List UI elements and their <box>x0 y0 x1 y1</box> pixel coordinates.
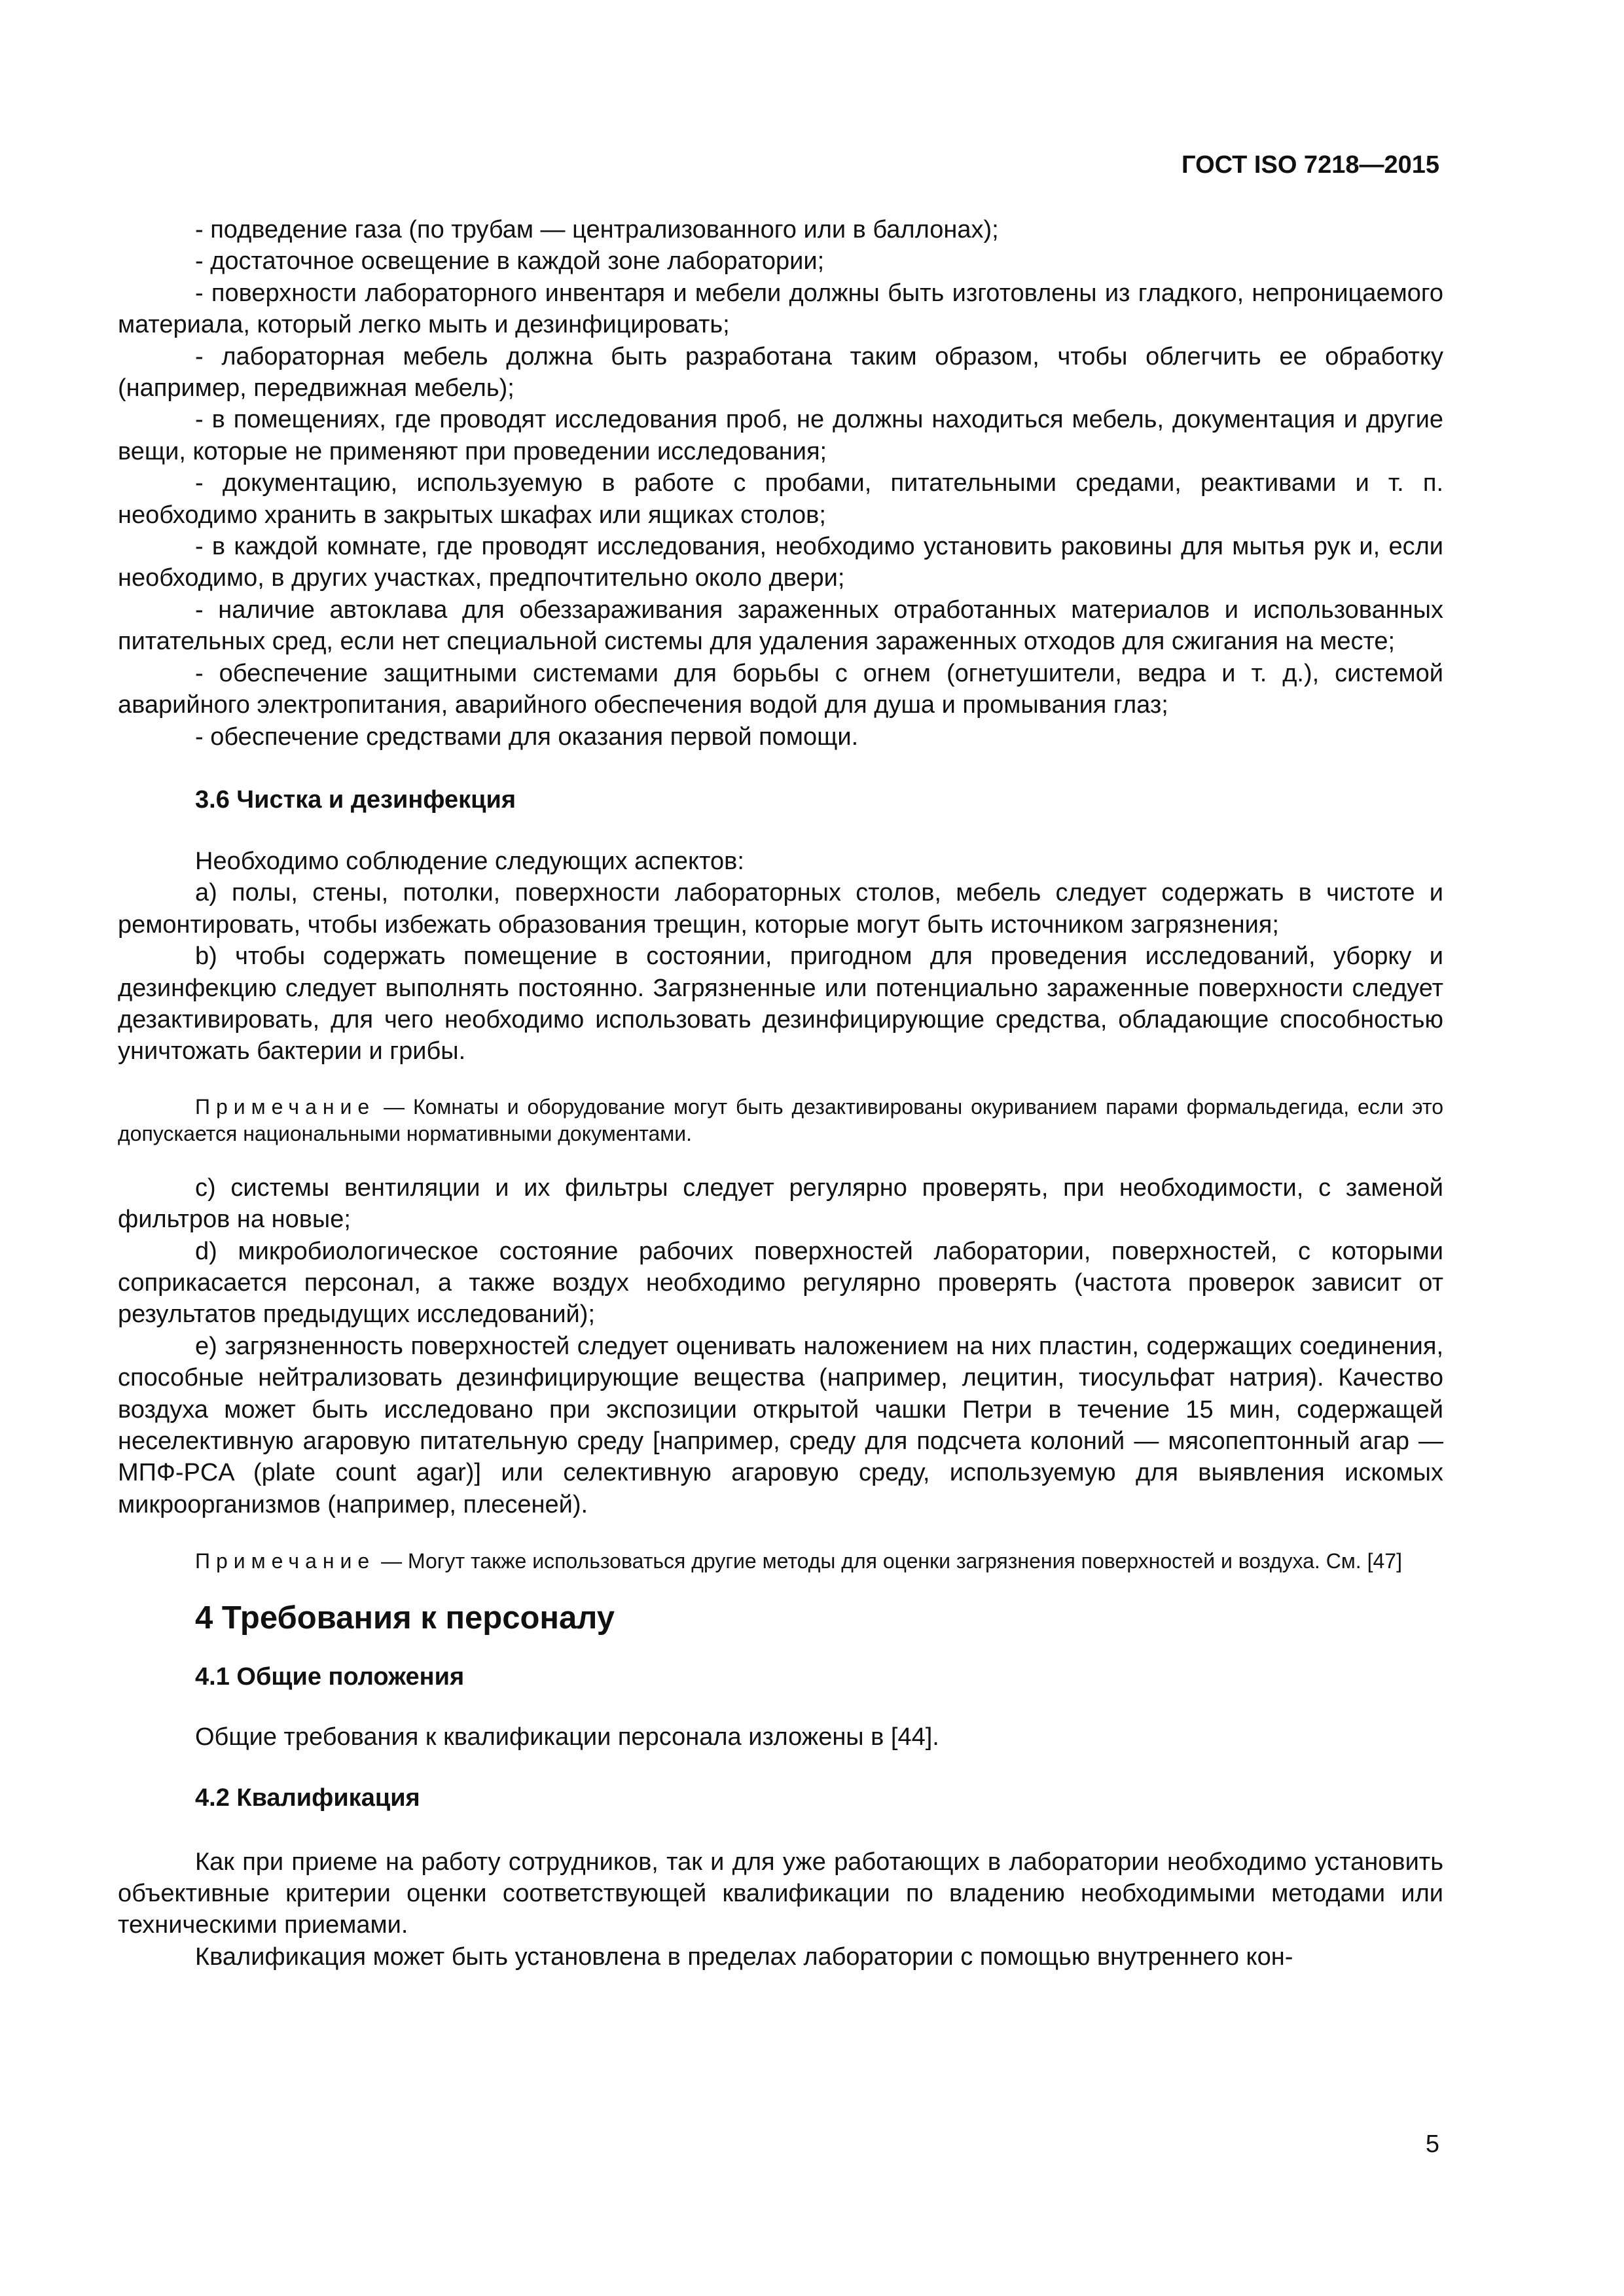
note-label: Примечание <box>195 1549 376 1573</box>
section-4-1-text: Общие требования к квалификации персонала изложены в [44]. <box>195 1723 939 1751</box>
list-item: d) микробиологическое состояние рабочих поверхностей лаборатории, поверхностей, с которыми соприкасается персонал, а также воздух необходимо регулярно проверять (частота проверок зависит от результатов предыдущих исследований); <box>118 1237 1443 1329</box>
section-3-6-intro: Необходимо соблюдение следующих аспектов: <box>195 847 744 875</box>
list-item: - обеспечение средствами для оказания первой помощи. <box>195 723 859 751</box>
list-item: b) чтобы содержать помещение в состоянии, пригодном для проведения исследований, уборку и дезинфекцию следует выполнять постоянно. Загрязненные или потенциально зараженные поверхности следует дезактивировать, для чего необходимо использовать дезинфицирующие средства, обладающие способностью уничтожать бактерии и грибы. <box>118 942 1443 1066</box>
note-other-methods <box>118 1548 1443 1575</box>
requirements-list <box>118 214 1443 753</box>
list-item: - достаточное освещение в каждой зоне лаборатории; <box>195 247 825 276</box>
section-4-2-heading: 4.2 Квалификация <box>195 1784 420 1812</box>
list-item: - в помещениях, где проводят исследования проб, не должны находиться мебель, документация и другие вещи, которые не применяют при проведении исследования; <box>118 406 1443 465</box>
note-formaldehyde <box>118 1094 1443 1147</box>
section-4-heading: 4 Требования к персоналу <box>195 1600 615 1636</box>
list-item: - наличие автоклава для обеззараживания зараженных отработанных материалов и использованных питательных сред, если нет специальной системы для удаления зараженных отходов для сжигания на месте; <box>118 596 1443 656</box>
document-code-header: ГОСТ ISO 7218—2015 <box>1182 151 1439 179</box>
list-item: - документацию, используемую в работе с пробами, питательными средами, реактивами и т. п. необходимо хранить в закрытых шкафах или ящиках столов; <box>118 469 1443 529</box>
list-item: а) полы, стены, потолки, поверхности лабораторных столов, мебель следует содержать в чистоте и ремонтировать, чтобы избежать образования трещин, которые могут быть источником загрязнения; <box>118 879 1443 939</box>
note-label: Примечание <box>195 1094 376 1119</box>
list-item: е) загрязненность поверхностей следует оценивать наложением на них пластин, содержащих соединения, способные нейтрализовать дезинфицирующие вещества (например, лецитин, тиосульфат натрия). Качество воздуха может быть исследовано при экспозиции открытой чашки Петри в течение 15 мин, содержащей неселективную агаровую питательную среду [например, среду для подсчета колоний — мясопептонный агар — МПФ-PCA (plate count agar)] или селективную агаровую среду, используемую для выявления искомых микроорганизмов (например, плесеней). <box>118 1332 1443 1518</box>
document-body <box>118 214 1443 1973</box>
list-item: - подведение газа (по трубам — централизованного или в баллонах); <box>195 216 999 243</box>
section-4-2-paragraph: Квалификация может быть установлена в пределах лаборатории с помощью внутреннего кон- <box>195 1943 1293 1971</box>
page-number: 5 <box>1425 2130 1439 2158</box>
list-item: с) системы вентиляции и их фильтры следует регулярно проверять, при необходимости, с заменой фильтров на новые; <box>118 1174 1443 1234</box>
list-item: - в каждой комнате, где проводят исследования, необходимо установить раковины для мытья рук и, если необходимо, в других участках, предпочтительно около двери; <box>118 533 1443 592</box>
note-text: — Могут также использоваться другие методы для оценки загрязнения поверхностей и воздуха. См. [47] <box>375 1549 1402 1573</box>
section-3-6-heading: 3.6 Чистка и дезинфекция <box>195 785 516 814</box>
note-text: — Комнаты и оборудование могут быть дезактивированы окуриванием парами формальдегида, если это допускается национальными нормативными документами. <box>118 1094 1443 1145</box>
section-4-2-paragraph: Как при приеме на работу сотрудников, так и для уже работающих в лаборатории необходимо установить объективные критерии оценки соответствующей квалификации по владению необходимыми методами или техническими приемами. <box>118 1848 1443 1939</box>
list-item: - поверхности лабораторного инвентаря и мебели должны быть изготовлены из гладкого, непроницаемого материала, который легко мыть и дезинфицировать; <box>118 279 1443 339</box>
section-4-1-heading: 4.1 Общие положения <box>195 1663 465 1691</box>
list-item: - обеспечение защитными системами для борьбы с огнем (огнетушители, ведра и т. д.), системой аварийного электропитания, аварийного обеспечения водой для душа и промывания глаз; <box>118 659 1443 719</box>
list-item: - лабораторная мебель должна быть разработана таким образом, чтобы облегчить ее обработку (например, передвижная мебель); <box>118 342 1443 403</box>
